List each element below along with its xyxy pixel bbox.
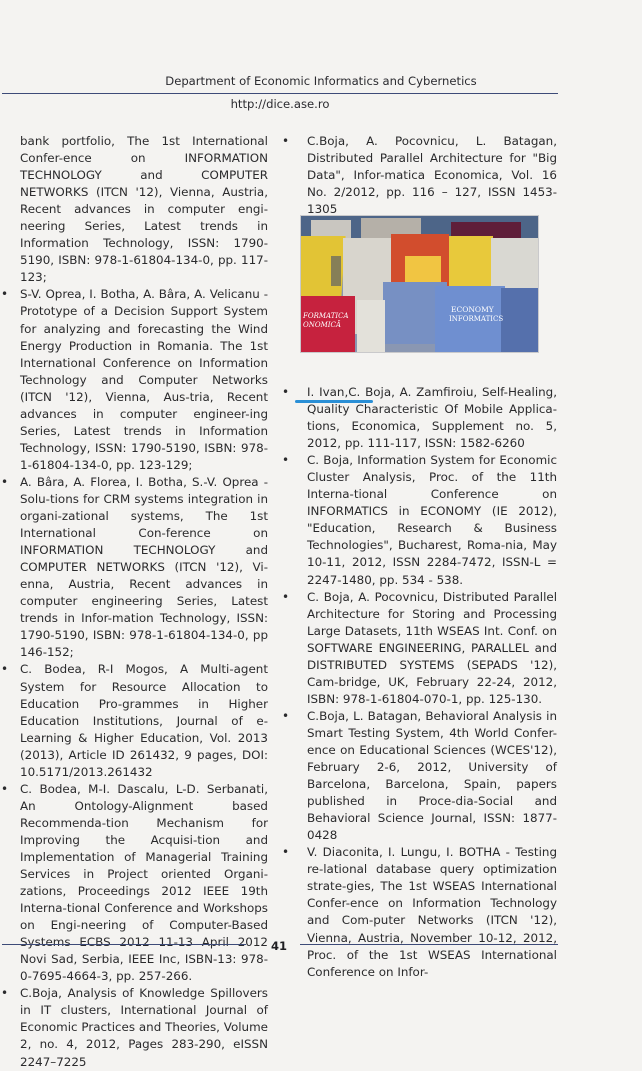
reference-entry: • C. Boja, A. Pocovnicu, Distributed Parallel Architecture for Storing and Processing Large Datasets, 11th WSEAS Int. Conf. on SOFTWARE ENGINEERING, PARALLEL and DISTRIBUTED SYSTEMS (SEPADS '12), Cam-bridge, UK, February 22-24, 2012, ISBN: 978-1-61804-070-1, pp. 125-130. <box>307 589 557 708</box>
journal-covers-photo <box>301 216 538 352</box>
footer-divider-left <box>2 944 246 945</box>
cover-label: ONOMICĂ <box>303 321 341 329</box>
cover-label: INFORMATICS <box>449 315 504 323</box>
reference-entry: bank portfolio, The 1st International Confer-ence on INFORMATION TECHNOLOGY and COMPUTER NETWORKS (ITCN '12), Vienna, Austria, Recent advances in computer engi-neering Series, Latest trends in Information Technology, ISSN: 1790-5190, ISBN: 978-1-61804-134-0, pp. 117-123; <box>20 134 268 285</box>
right-column-top <box>307 133 557 218</box>
reference-entry: • C.Boja, Analysis of Knowledge Spillovers in IT clusters, International Journal of Economic Practices and Theories, Volume 2, no. 4, 2012, Pages 283-290, eISSN 2247–7225 <box>20 985 268 1070</box>
header-divider <box>2 93 558 94</box>
department-url: http://dice.ase.ro <box>230 97 330 111</box>
reference-entry: • S-V. Oprea, I. Botha, A. Bâra, A. Velicanu - Prototype of a Decision Support System for analyzing and forecasting the Wind Energy Production in Romania. The 1st International Conference on Information Technology and Computer Networks (ITCN '12), Vienna, Aus-tria, Recent advances in computer engineer-ing Series, Latest trends in Information Technology, ISSN: 1790-5190, ISBN: 978-1-61804-134-0, pp. 123-129; <box>20 286 268 474</box>
journal-covers-illustration <box>301 216 538 352</box>
department-title: Department of Economic Informatics and Cybernetics <box>165 74 477 88</box>
reference-entry: • A. Bâra, A. Florea, I. Botha, S.-V. Oprea - Solu-tions for CRM systems integration in organi-zational systems, The 1st International Con-ference on INFORMATION TECHNOLOGY and COMPUTER NETWORKS (ITCN '12), Vi-enna, Austria, Recent advances in computer engineering Series, Latest trends in Infor-mation Technology, ISSN: 1790-5190, ISBN: 978-1-61804-134-0, pp 146-152; <box>20 474 268 662</box>
reference-entry: • I. Ivan,C. Boja, A. Zamfiroiu, Self-Healing, Quality Characteristic Of Mobile Applica-tions, Economica, Supplement no. 5, 2012, pp. 111-117, ISSN: 1582-6260 <box>307 384 557 452</box>
reference-entry: • C. Boja, Information System for Economic Cluster Analysis, Proc. of the 11th Interna-tional Conference on INFORMATICS in ECONOMY (IE 2012), "Education, Research & Business Technologies", Bucharest, Roma-nia, May 10-11, 2012, ISSN 2284-7472, ISSN-L = 2247-1480, pp. 534 - 538. <box>307 452 557 588</box>
footer-divider-right <box>300 944 558 945</box>
reference-entry: • C.Boja, A. Pocovnicu, L. Batagan, Distributed Parallel Architecture for "Big Data", Infor-matica Economica, Vol. 16 No. 2/2012, pp. 116 – 127, ISSN 1453-1305 <box>307 133 557 218</box>
reference-entry: • C. Bodea, R-I Mogos, A Multi-agent System for Resource Allocation to Education Pro-grammes in Higher Education Institutions, Journal of e-Learning & Higher Education, Vol. 2013 (2013), Article ID 261432, 9 pages, DOI: 10.5171/2013.261432 <box>20 661 268 780</box>
cover-label: ECONOMY <box>451 305 494 314</box>
reference-entry: • C.Boja, L. Batagan, Behavioral Analysis in Smart Testing System, 4th World Confer-ence on Educational Sciences (WCES'12), February 2-6, 2012, University of Barcelona, Barcelona, Spain, papers published in Proce-dia-Social and Behavioral Science Journal, ISSN: 1877-0428 <box>307 708 557 844</box>
right-column-bottom <box>307 384 557 981</box>
left-column <box>20 133 268 1071</box>
page-number: 41 <box>270 939 287 953</box>
reference-entry: • C. Bodea, M-I. Dascalu, L-D. Serbanati, An Ontology-Alignment based Recommenda-tion Mechanism for Improving the Acquisi-tion and Implementation of Managerial Training Services in Project oriented Organi-zations, Proceedings 2012 IEEE 19th Interna-tional Conference and Workshops on Engi-neering of Computer-Based Systems ECBS 2012 11-13 April 2012 Novi Sad, Serbia, IEEE Inc, ISBN-13: 978-0-7695-4664-3, pp. 257-266. <box>20 781 268 986</box>
cover-label: FORMATICA <box>303 312 349 320</box>
reference-entry: • V. Diaconita, I. Lungu, I. BOTHA - Testing re-lational database query optimization strate-gies, The 1st WSEAS International Confer-ence on Information Technology and Com-puter Networks (ITCN '12), Vienna, Austria, November 10-12, 2012, Proc. of the 1st WSEAS International Conference on Infor- <box>307 844 557 980</box>
